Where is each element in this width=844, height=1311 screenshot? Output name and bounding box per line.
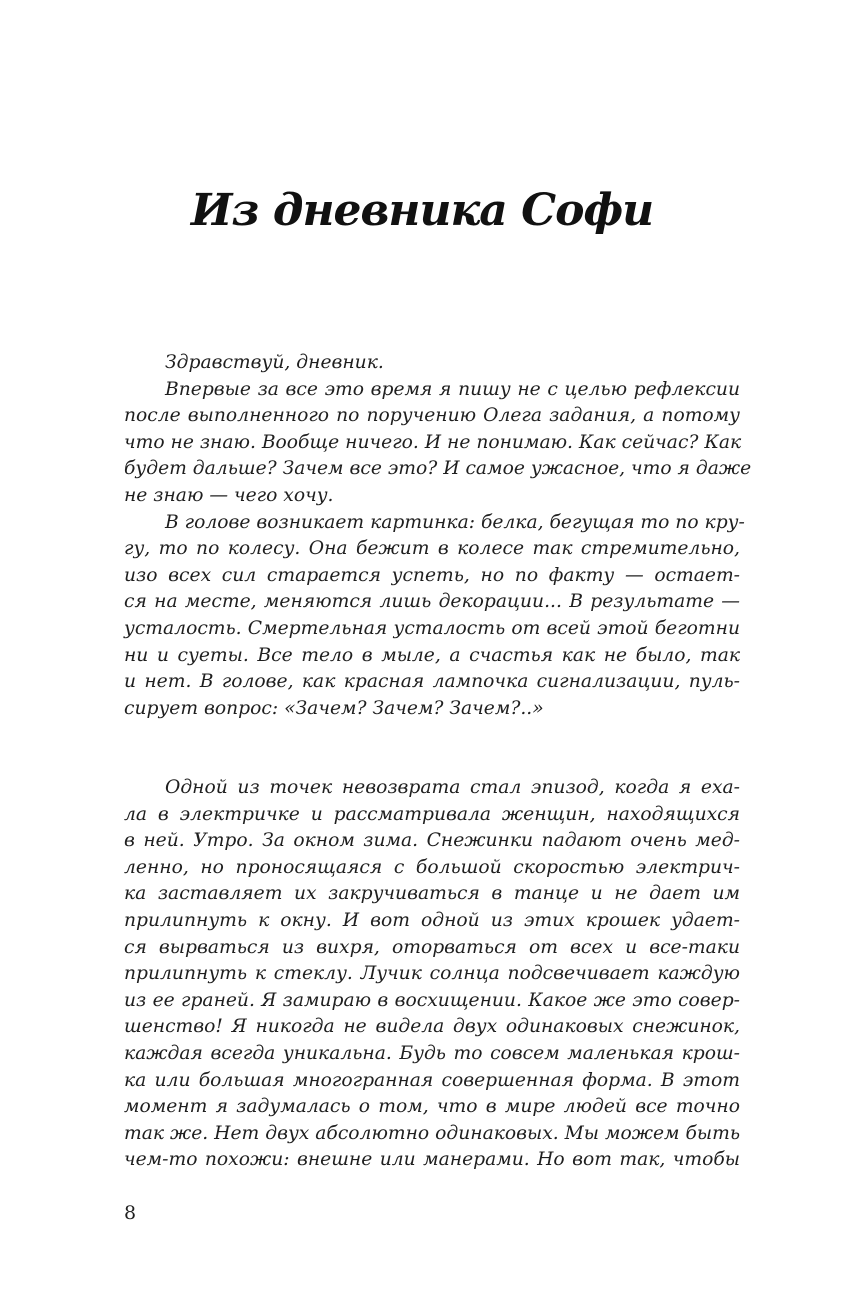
text-line: ся на месте, меняются лишь декорации... В результате — [124,591,740,613]
text-line: из ее граней. Я замираю в восхищении. Какое же это совер- [124,989,740,1011]
text-line: ся вырваться из вихря, оторваться от всех и все-таки [124,936,740,958]
diary-entry-intro [124,350,752,722]
text-line: ленно, но проносящаяся с большой скоростью электрич- [124,856,740,878]
text-line: в ней. Утро. За окном зима. Снежинки падают очень мед- [124,830,740,852]
text-line: чем-то похожи: внешне или манерами. Но вот так, чтобы [124,1149,740,1171]
text-line: сирует вопрос: «Зачем? Зачем? Зачем?..» [124,697,544,719]
text-line: не знаю — чего хочу. [124,484,334,506]
text-line: прилипнуть к окну. И вот одной из этих крошек удает- [124,909,740,931]
text-line: Одной из точек невозврата стал эпизод, когда я еха- [165,777,740,798]
text-line: ка или большая многогранная совершенная форма. В этот [124,1069,740,1091]
text-line: В голове возникает картинка: белка, бегущая то по кру- [165,511,745,533]
text-line: что не знаю. Вообще ничего. И не понимаю. Как сейчас? Как [124,431,742,453]
text-line: Здравствуй, дневник. [165,352,384,373]
text-line: момент я задумалась о том, что в мире людей все точно [124,1096,740,1118]
text-line: шенство! Я никогда не видела двух одинаковых снежинок, [124,1016,740,1038]
text-line: так же. Нет двух абсолютно одинаковых. Мы можем быть [124,1122,740,1144]
diary-entry-snowflake [124,775,740,1174]
text-line: Впервые за все это время я пишу не с целью рефлексии [165,378,740,400]
chapter-title: Из дневника Софи [190,185,654,237]
text-line: изо всех сил старается успеть, но по факту — остает- [124,564,740,586]
text-line: ни и суеты. Все тело в мыле, а счастья как не было, так [124,644,740,666]
text-line: после выполненного по поручению Олега задания, а потому [124,405,740,427]
text-line: прилипнуть к стеклу. Лучик солнца подсвечивает каждую [124,963,740,985]
text-line: каждая всегда уникальна. Будь то совсем маленькая крош- [124,1042,740,1064]
page-number: 8 [124,1202,137,1224]
text-line: ла в электричке и рассматривала женщин, находящихся [124,803,740,825]
text-line: усталость. Смертельная усталость от всей этой беготни [124,617,740,639]
text-line: гу, то по колесу. Она бежит в колесе так стремительно, [124,538,740,560]
text-line: и нет. В голове, как красная лампочка сигнализации, пуль- [124,671,740,693]
text-line: ка заставляет их закручиваться в танце и не дает им [124,883,740,905]
text-line: будет дальше? Зачем все это? И самое ужасное, что я даже [124,458,752,480]
